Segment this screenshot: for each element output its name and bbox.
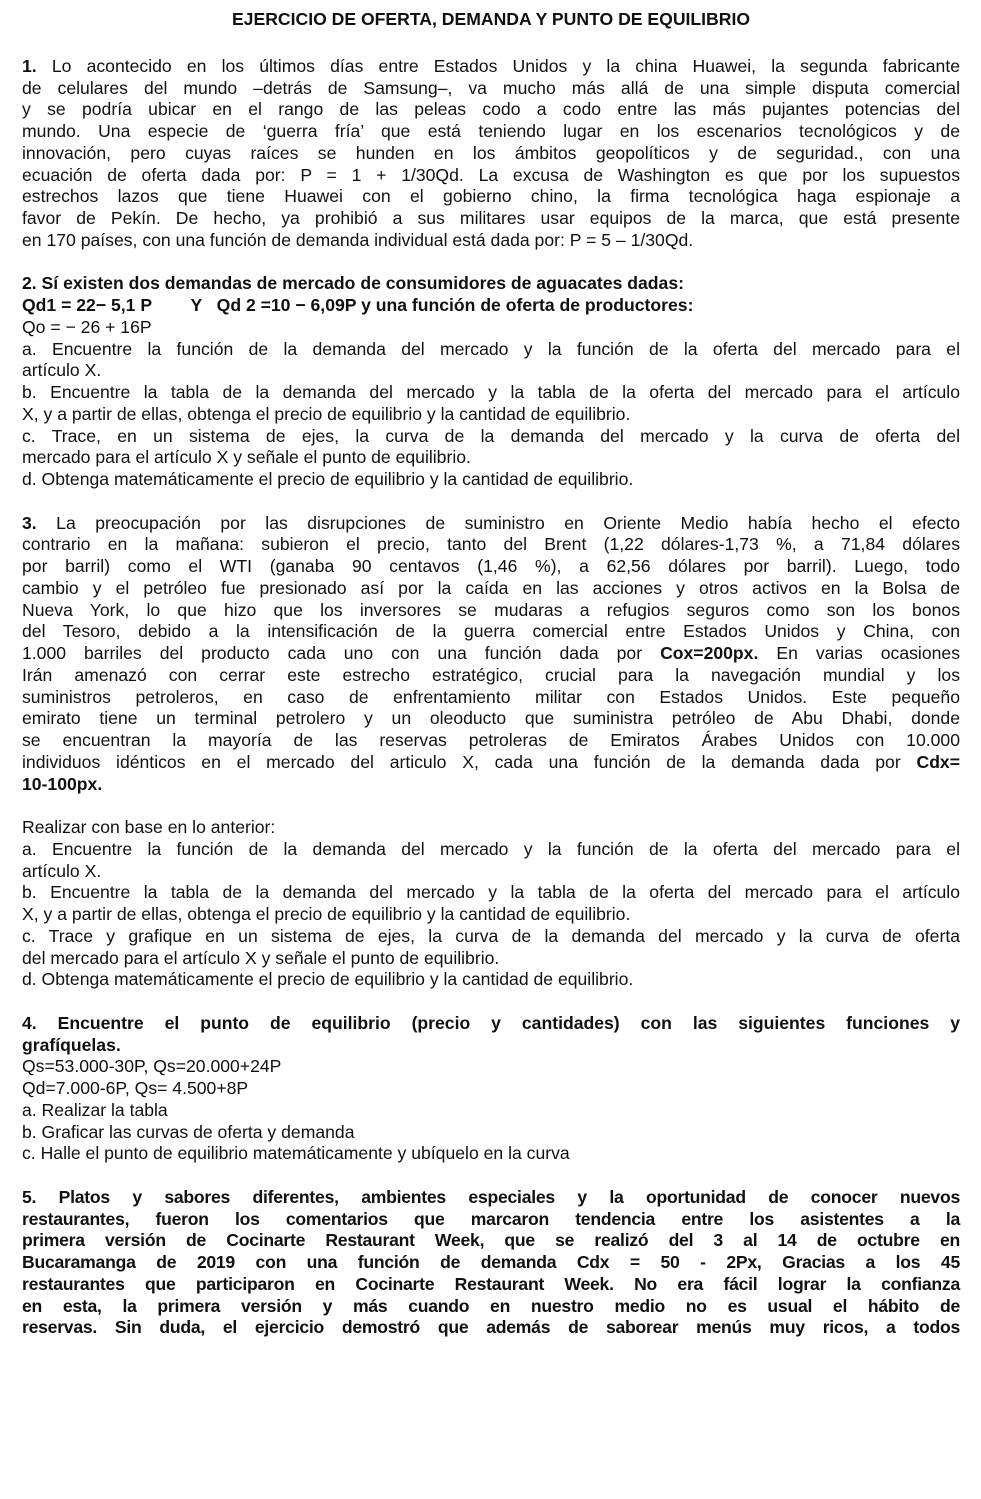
text-line	[22, 774, 960, 796]
text-line	[22, 708, 960, 730]
exercise-1	[22, 56, 960, 252]
text-segment: X, y a partir de ellas, obtenga el precio de equilibrio y la cantidad de equilibrio.	[22, 904, 631, 924]
text-line	[22, 1187, 960, 1209]
exercise-4	[22, 1013, 960, 1165]
text-segment: en 170 países, con una función de demanda individual está dada por: P = 5 – 1/30Qd.	[22, 229, 694, 250]
text-line	[22, 969, 960, 991]
text-segment: 1.000 barriles del producto cada uno con una función dada por	[22, 643, 661, 663]
document-body	[22, 56, 960, 1339]
text-segment: mundo. Una especie de ‘guerra fría’ que está teniendo lugar en los escenarios tecnológicos y de	[22, 121, 960, 141]
text-segment: Cox=200px.	[660, 643, 759, 663]
text-segment: Irán amenazó con cerrar este estrecho estratégico, crucial para la navegación mundial y los	[22, 664, 960, 685]
text-line	[22, 404, 960, 426]
text-line	[22, 273, 960, 295]
text-line	[22, 1317, 960, 1339]
text-line	[22, 295, 960, 317]
text-segment: mercado para el artículo X y señale el punto de equilibrio.	[22, 447, 471, 468]
text-segment: d. Obtenga matemáticamente el precio de equilibrio y la cantidad de equilibrio.	[22, 969, 634, 990]
text-line	[22, 1056, 960, 1078]
exercise-5	[22, 1187, 960, 1339]
text-segment: suministros petroleros, en caso de enfrentamiento militar con Estados Unidos. Este pequeño	[22, 686, 960, 707]
exercise-3-tasks	[22, 817, 960, 991]
text-line	[22, 1209, 960, 1231]
text-line	[22, 339, 960, 361]
text-line	[22, 143, 960, 165]
text-line	[22, 861, 960, 883]
text-segment: cambio y el petróleo fue presionado así por la caída en las acciones y otros activos en la Bolsa de	[22, 577, 960, 598]
text-line	[22, 534, 960, 556]
text-segment: b. Encuentre la tabla de la demanda del mercado y la tabla de la oferta del mercado para el artículo	[22, 382, 960, 402]
text-segment: favor de Pekín. De hecho, ya prohibió a sus militares usar equipos de la marca, que está presente	[22, 208, 960, 228]
text-segment: estrechos lazos que tiene Huawei con el gobierno chino, la firma tecnológica haga espionaje a	[22, 186, 960, 207]
text-segment: Qo = − 26 + 16P	[22, 316, 152, 337]
text-segment: Nueva York, lo que hizo que los inversores se mudaras a refugios seguros como son los bonos	[22, 599, 960, 620]
document-title: EJERCICIO DE OFERTA, DEMANDA Y PUNTO DE EQUILIBRIO	[231, 9, 751, 29]
text-line	[22, 556, 960, 578]
text-segment: del mercado para el artículo X y señale el punto de equilibrio.	[22, 947, 500, 968]
text-segment: La preocupación por las disrupciones de suministro en Oriente Medio había hecho el efecto	[36, 512, 960, 533]
text-segment: artículo X.	[22, 360, 102, 381]
text-line	[22, 1143, 960, 1165]
exercise-3	[22, 513, 960, 796]
text-segment: individuos idénticos en el mercado del articulo X, cada una función de la demanda dada por	[22, 751, 917, 772]
text-segment: En varias ocasiones	[758, 643, 960, 663]
text-segment: c. Trace, en un sistema de ejes, la curva de la demanda del mercado y la curva de oferta del	[22, 425, 960, 446]
text-line	[22, 382, 960, 404]
text-segment: a. Realizar la tabla	[22, 1099, 168, 1120]
text-segment: Bucaramanga de 2019 con una función de demanda Cdx = 50 - 2Px, Gracias a los 45	[22, 1252, 960, 1272]
text-segment: 2. Sí existen dos demandas de mercado de consumidores de aguacates dadas:	[22, 273, 684, 294]
text-line	[22, 1013, 960, 1035]
text-line	[22, 1230, 960, 1252]
text-segment: a. Encuentre la función de la demanda del mercado y la función de la oferta del mercado para el	[22, 838, 960, 859]
text-line	[22, 1274, 960, 1296]
text-segment: reservas. Sin duda, el ejercicio demostró que además de saborear menús muy ricos, a todos	[22, 1317, 960, 1338]
text-line	[22, 360, 960, 382]
text-line	[22, 730, 960, 752]
text-line	[22, 99, 960, 121]
text-line	[22, 752, 960, 774]
text-segment: 4. Encuentre el punto de equilibrio (precio y cantidades) con las siguientes funciones y	[22, 1012, 960, 1033]
text-line	[22, 230, 960, 252]
exercise-2	[22, 273, 960, 491]
text-segment: c. Halle el punto de equilibrio matemáticamente y ubíquelo en la curva	[22, 1143, 570, 1164]
text-line	[22, 186, 960, 208]
text-segment: 1.	[22, 55, 37, 76]
text-line	[22, 1252, 960, 1274]
text-segment: Lo acontecido en los últimos días entre Estados Unidos y la china Huawei, la segunda fabricante	[36, 55, 960, 76]
text-segment: Cdx=	[916, 751, 960, 772]
text-line	[22, 1078, 960, 1100]
text-line	[22, 208, 960, 230]
text-line	[22, 948, 960, 970]
text-line	[22, 1100, 960, 1122]
text-line	[22, 426, 960, 448]
text-line	[22, 643, 960, 665]
text-line	[22, 904, 960, 926]
text-segment: 5. Platos y sabores diferentes, ambientes especiales y la oportunidad de conocer nuevos	[22, 1186, 960, 1207]
text-line	[22, 839, 960, 861]
text-line	[22, 817, 960, 839]
text-line	[22, 78, 960, 100]
text-segment: artículo X.	[22, 860, 102, 881]
text-segment: 10-100px.	[22, 773, 103, 794]
text-segment: b. Graficar las curvas de oferta y demanda	[22, 1121, 355, 1142]
text-line	[22, 317, 960, 339]
text-segment: de celulares del mundo –detrás de Samsung–, va mucho más allá de una simple disputa comercial	[22, 77, 960, 98]
text-segment: c. Trace y grafique en un sistema de ejes, la curva de la demanda del mercado y la curva de oferta	[22, 925, 960, 946]
text-line	[22, 1122, 960, 1144]
text-line	[22, 447, 960, 469]
text-line	[22, 121, 960, 143]
text-segment: d. Obtenga matemáticamente el precio de equilibrio y la cantidad de equilibrio.	[22, 469, 634, 489]
text-segment: Qd1 = 22− 5,1 P Y Qd 2 =10 − 6,09P y una función de oferta de productores:	[22, 295, 694, 315]
text-line	[22, 882, 960, 904]
text-segment: Qs=53.000-30P, Qs=20.000+24P	[22, 1056, 282, 1077]
text-segment: Qd=7.000-6P, Qs= 4.500+8P	[22, 1078, 249, 1098]
text-segment: innovación, pero cuyas raíces se hunden en los ámbitos geopolíticos y de seguridad., con una	[22, 142, 960, 163]
text-segment: primera versión de Cocinarte Restaurant Week, que se realizó del 3 al 14 de octubre en	[22, 1230, 960, 1251]
text-segment: del Tesoro, debido a la intensificación de la guerra comercial entre Estados Unidos y China, con	[22, 621, 960, 642]
text-segment: y se podría ubicar en el rango de las peleas codo a codo entre las más pujantes potencias del	[22, 99, 960, 120]
text-line	[22, 687, 960, 709]
text-line	[22, 621, 960, 643]
text-segment: emirato tiene un terminal petrolero y un oleoducto que suministra petróleo de Abu Dhabi, donde	[22, 708, 960, 729]
text-segment: en esta, la primera versión y más cuando en nuestro medio no es usual el hábito de	[22, 1295, 960, 1316]
text-line	[22, 513, 960, 535]
text-segment: contrario en la mañana: subieron el precio, tanto del Brent (1,22 dólares-1,73 %, a 71,84 dólares	[22, 534, 960, 555]
text-segment: por barril) como el WTI (ganaba 90 centavos (1,46 %), a 62,56 dólares por barril). Luego, todo	[22, 556, 960, 576]
text-line	[22, 1035, 960, 1057]
text-line	[22, 165, 960, 187]
text-line	[22, 56, 960, 78]
text-segment: se encuentran la mayoría de las reservas petroleras de Emiratos Árabes Unidos con 10.000	[22, 730, 960, 750]
document-page	[22, 9, 960, 1361]
text-segment: b. Encuentre la tabla de la demanda del mercado y la tabla de la oferta del mercado para el artículo	[22, 882, 960, 903]
text-line	[22, 926, 960, 948]
text-line	[22, 600, 960, 622]
text-segment: a. Encuentre la función de la demanda del mercado y la función de la oferta del mercado para el	[22, 338, 960, 359]
text-segment: restaurantes que participaron en Cocinarte Restaurant Week. No era fácil lograr la confianza	[22, 1273, 960, 1294]
text-segment: restaurantes, fueron los comentarios que marcaron tendencia entre los asistentes a la	[22, 1208, 960, 1229]
text-line	[22, 578, 960, 600]
text-segment: X, y a partir de ellas, obtenga el precio de equilibrio y la cantidad de equilibrio.	[22, 403, 631, 424]
text-segment: Realizar con base en lo anterior:	[22, 817, 276, 837]
text-line	[22, 469, 960, 491]
text-line	[22, 1296, 960, 1318]
text-segment: 3.	[22, 512, 37, 533]
text-segment: grafíquelas.	[22, 1034, 121, 1055]
text-segment: ecuación de oferta dada por: P = 1 + 1/30Qd. La excusa de Washington es que por los supuestos	[22, 164, 960, 185]
text-line	[22, 665, 960, 687]
